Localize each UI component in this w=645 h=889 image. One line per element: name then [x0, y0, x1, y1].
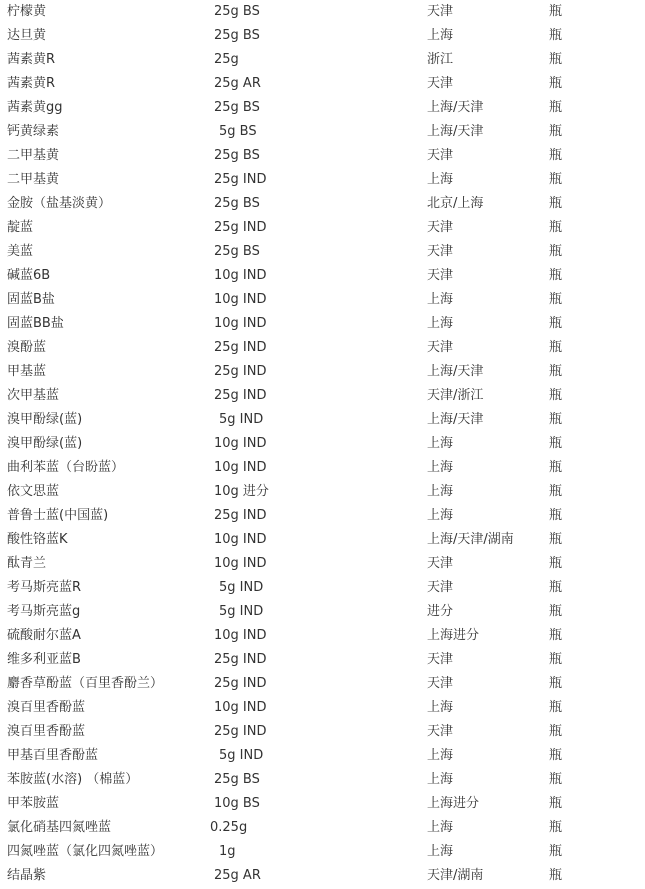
reagent-spec-cell: 10g IND: [214, 292, 267, 307]
table-row: [0, 0, 645, 24]
table-row: [0, 432, 645, 456]
reagent-origin-cell: 北京/上海: [427, 196, 484, 211]
reagent-spec-cell: 25g IND: [214, 388, 267, 403]
reagent-spec-cell: 25g AR: [214, 76, 261, 91]
reagent-unit-cell: 瓶: [549, 580, 563, 595]
table-row: [0, 552, 645, 576]
table-row: [0, 576, 645, 600]
table-row: [0, 24, 645, 48]
reagent-spec-cell: 1g: [219, 844, 236, 859]
reagent-unit-cell: 瓶: [549, 772, 563, 787]
reagent-origin-cell: 上海: [427, 484, 454, 499]
reagent-spec-cell: 25g BS: [214, 4, 260, 19]
reagent-name-cell: 钙黄绿素: [7, 124, 60, 139]
reagent-unit-cell: 瓶: [549, 484, 563, 499]
reagent-origin-cell: 上海: [427, 700, 454, 715]
reagent-unit-cell: 瓶: [549, 28, 563, 43]
reagent-origin-cell: 上海: [427, 172, 454, 187]
table-row: [0, 120, 645, 144]
reagent-name-cell: 苯胺蓝(水溶) （棉蓝）: [7, 772, 139, 787]
reagent-unit-cell: 瓶: [549, 820, 563, 835]
reagent-origin-cell: 上海: [427, 772, 454, 787]
reagent-spec-cell: 10g IND: [214, 556, 267, 571]
reagent-unit-cell: 瓶: [549, 652, 563, 667]
reagent-spec-cell: 10g IND: [214, 316, 267, 331]
reagent-name-cell: 二甲基黄: [7, 148, 60, 163]
reagent-spec-cell: 25g IND: [214, 172, 267, 187]
reagent-spec-cell: 25g IND: [214, 508, 267, 523]
table-row: [0, 720, 645, 744]
table-row: [0, 96, 645, 120]
reagent-name-cell: 依文思蓝: [7, 484, 60, 499]
reagent-unit-cell: 瓶: [549, 292, 563, 307]
reagent-origin-cell: 上海: [427, 28, 454, 43]
reagent-spec-cell: 10g IND: [214, 460, 267, 475]
reagent-origin-cell: 天津: [427, 4, 454, 19]
reagent-name-cell: 溴酚蓝: [7, 340, 47, 355]
reagent-origin-cell: 上海: [427, 316, 454, 331]
reagent-name-cell: 溴百里香酚蓝: [7, 700, 86, 715]
table-row: [0, 168, 645, 192]
reagent-origin-cell: 天津: [427, 580, 454, 595]
reagent-name-cell: 茜素黄gg: [7, 100, 63, 115]
reagent-spec-cell: 10g 进分: [214, 484, 269, 499]
table-row: [0, 768, 645, 792]
reagent-origin-cell: 上海: [427, 820, 454, 835]
reagent-spec-cell: 25g BS: [214, 100, 260, 115]
reagent-spec-cell: 10g IND: [214, 532, 267, 547]
reagent-origin-cell: 天津/湖南: [427, 868, 484, 883]
reagent-name-cell: 美蓝: [7, 244, 34, 259]
reagent-name-cell: 二甲基黄: [7, 172, 60, 187]
table-row: [0, 816, 645, 840]
reagent-origin-cell: 上海/天津: [427, 364, 484, 379]
reagent-origin-cell: 天津: [427, 556, 454, 571]
reagent-origin-cell: 上海进分: [427, 796, 480, 811]
reagent-name-cell: 曲利苯蓝（台盼蓝）: [7, 460, 125, 475]
reagent-name-cell: 茜素黄R: [7, 76, 56, 91]
reagent-origin-cell: 天津: [427, 268, 454, 283]
reagent-name-cell: 普鲁士蓝(中国蓝): [7, 508, 109, 523]
reagent-spec-cell: 25g IND: [214, 220, 267, 235]
reagent-spec-cell: 25g IND: [214, 364, 267, 379]
reagent-name-cell: 柠檬黄: [7, 4, 47, 19]
reagent-name-cell: 维多利亚蓝B: [7, 652, 81, 667]
reagent-name-cell: 金胺（盐基淡黄）: [7, 196, 112, 211]
table-row: [0, 48, 645, 72]
reagent-name-cell: 甲基蓝: [7, 364, 47, 379]
table-row: [0, 288, 645, 312]
table-row: [0, 504, 645, 528]
reagent-name-cell: 甲苯胺蓝: [7, 796, 60, 811]
reagent-name-cell: 酞青兰: [7, 556, 47, 571]
reagent-name-cell: 硫酸耐尔蓝A: [7, 628, 81, 643]
table-row: [0, 840, 645, 864]
reagent-origin-cell: 上海进分: [427, 628, 480, 643]
reagent-spec-cell: 25g BS: [214, 196, 260, 211]
reagent-origin-cell: 上海/天津: [427, 100, 484, 115]
reagent-unit-cell: 瓶: [549, 196, 563, 211]
table-row: [0, 744, 645, 768]
reagent-unit-cell: 瓶: [549, 796, 563, 811]
table-row: [0, 792, 645, 816]
reagent-origin-cell: 天津: [427, 148, 454, 163]
reagent-spec-cell: 25g BS: [214, 244, 260, 259]
reagent-name-cell: 酸性铬蓝K: [7, 532, 68, 547]
reagent-name-cell: 考马斯亮蓝g: [7, 604, 81, 619]
reagent-unit-cell: 瓶: [549, 268, 563, 283]
reagent-spec-cell: 5g IND: [219, 604, 264, 619]
reagent-spec-cell: 25g IND: [214, 676, 267, 691]
reagent-name-cell: 结晶紫: [7, 868, 47, 883]
reagent-unit-cell: 瓶: [549, 52, 563, 67]
reagent-origin-cell: 上海/天津/湖南: [427, 532, 514, 547]
reagent-name-cell: 次甲基蓝: [7, 388, 60, 403]
reagent-spec-cell: 5g BS: [219, 124, 257, 139]
reagent-spec-cell: 25g IND: [214, 652, 267, 667]
reagent-name-cell: 碱蓝6B: [7, 268, 51, 283]
reagent-unit-cell: 瓶: [549, 412, 563, 427]
reagent-spec-cell: 25g IND: [214, 340, 267, 355]
reagent-spec-cell: 5g IND: [219, 580, 264, 595]
reagent-origin-cell: 浙江: [427, 52, 454, 67]
reagent-unit-cell: 瓶: [549, 172, 563, 187]
table-row: [0, 216, 645, 240]
reagent-name-cell: 固蓝B盐: [7, 292, 55, 307]
reagent-origin-cell: 进分: [427, 604, 454, 619]
reagent-origin-cell: 上海: [427, 460, 454, 475]
table-row: [0, 336, 645, 360]
reagent-origin-cell: 上海: [427, 436, 454, 451]
reagent-name-cell: 溴百里香酚蓝: [7, 724, 86, 739]
reagent-unit-cell: 瓶: [549, 220, 563, 235]
reagent-origin-cell: 上海: [427, 844, 454, 859]
reagent-origin-cell: 上海/天津: [427, 412, 484, 427]
reagent-unit-cell: 瓶: [549, 436, 563, 451]
reagent-spec-cell: 10g IND: [214, 436, 267, 451]
reagent-spec-cell: 5g IND: [219, 748, 264, 763]
reagent-spec-cell: 25g IND: [214, 724, 267, 739]
reagent-name-cell: 溴甲酚绿(蓝): [7, 412, 83, 427]
table-row: [0, 240, 645, 264]
table-row: [0, 72, 645, 96]
reagent-unit-cell: 瓶: [549, 76, 563, 91]
table-row: [0, 600, 645, 624]
table-row: [0, 696, 645, 720]
reagent-name-cell: 麝香草酚蓝（百里香酚兰）: [7, 676, 164, 691]
reagent-name-cell: 甲基百里香酚蓝: [7, 748, 99, 763]
reagent-unit-cell: 瓶: [549, 244, 563, 259]
reagent-unit-cell: 瓶: [549, 748, 563, 763]
reagent-unit-cell: 瓶: [549, 628, 563, 643]
table-row: [0, 864, 645, 888]
reagent-name-cell: 靛蓝: [7, 220, 34, 235]
reagent-spec-cell: 10g IND: [214, 700, 267, 715]
table-row: [0, 408, 645, 432]
reagent-unit-cell: 瓶: [549, 724, 563, 739]
reagent-name-cell: 考马斯亮蓝R: [7, 580, 82, 595]
reagent-name-cell: 四氮唑蓝（氯化四氮唑蓝）: [7, 844, 164, 859]
table-row: [0, 624, 645, 648]
reagent-unit-cell: 瓶: [549, 532, 563, 547]
reagent-spec-cell: 25g: [214, 52, 239, 67]
reagent-unit-cell: 瓶: [549, 868, 563, 883]
table-row: [0, 456, 645, 480]
reagent-unit-cell: 瓶: [549, 100, 563, 115]
reagent-unit-cell: 瓶: [549, 124, 563, 139]
reagent-spec-cell: 10g IND: [214, 628, 267, 643]
table-row: [0, 312, 645, 336]
reagent-origin-cell: 天津: [427, 724, 454, 739]
reagent-origin-cell: 天津: [427, 76, 454, 91]
reagent-spec-cell: 5g IND: [219, 412, 264, 427]
table-row: [0, 384, 645, 408]
reagent-spec-cell: 25g BS: [214, 28, 260, 43]
table-row: [0, 672, 645, 696]
reagent-spec-cell: 0.25g: [210, 820, 248, 835]
reagent-name-cell: 固蓝BB盐: [7, 316, 64, 331]
table-row: [0, 480, 645, 504]
reagent-origin-cell: 天津: [427, 220, 454, 235]
reagent-origin-cell: 上海: [427, 748, 454, 763]
reagent-origin-cell: 天津/浙江: [427, 388, 484, 403]
table-row: [0, 648, 645, 672]
table-row: [0, 192, 645, 216]
reagent-origin-cell: 上海: [427, 292, 454, 307]
reagent-name-cell: 茜素黄R: [7, 52, 56, 67]
reagent-spec-cell: 10g IND: [214, 268, 267, 283]
reagent-spec-cell: 25g BS: [214, 148, 260, 163]
reagent-unit-cell: 瓶: [549, 700, 563, 715]
reagent-unit-cell: 瓶: [549, 364, 563, 379]
reagent-origin-cell: 上海: [427, 508, 454, 523]
reagent-origin-cell: 天津: [427, 244, 454, 259]
table-row: [0, 264, 645, 288]
table-row: [0, 144, 645, 168]
reagent-unit-cell: 瓶: [549, 4, 563, 19]
table-row: [0, 528, 645, 552]
reagent-unit-cell: 瓶: [549, 676, 563, 691]
reagent-name-cell: 达旦黄: [7, 28, 47, 43]
reagent-origin-cell: 天津: [427, 676, 454, 691]
reagent-spec-cell: 25g BS: [214, 772, 260, 787]
reagent-unit-cell: 瓶: [549, 604, 563, 619]
reagent-unit-cell: 瓶: [549, 460, 563, 475]
reagent-origin-cell: 天津: [427, 652, 454, 667]
reagent-spec-cell: 10g BS: [214, 796, 260, 811]
reagent-unit-cell: 瓶: [549, 316, 563, 331]
reagent-unit-cell: 瓶: [549, 388, 563, 403]
reagent-unit-cell: 瓶: [549, 148, 563, 163]
reagent-spec-cell: 25g AR: [214, 868, 261, 883]
reagent-name-cell: 氯化硝基四氮唑蓝: [7, 820, 112, 835]
reagent-origin-cell: 上海/天津: [427, 124, 484, 139]
table-row: [0, 360, 645, 384]
reagent-origin-cell: 天津: [427, 340, 454, 355]
reagent-unit-cell: 瓶: [549, 556, 563, 571]
reagent-unit-cell: 瓶: [549, 508, 563, 523]
reagent-unit-cell: 瓶: [549, 340, 563, 355]
reagent-name-cell: 溴甲酚绿(蓝): [7, 436, 83, 451]
reagent-unit-cell: 瓶: [549, 844, 563, 859]
